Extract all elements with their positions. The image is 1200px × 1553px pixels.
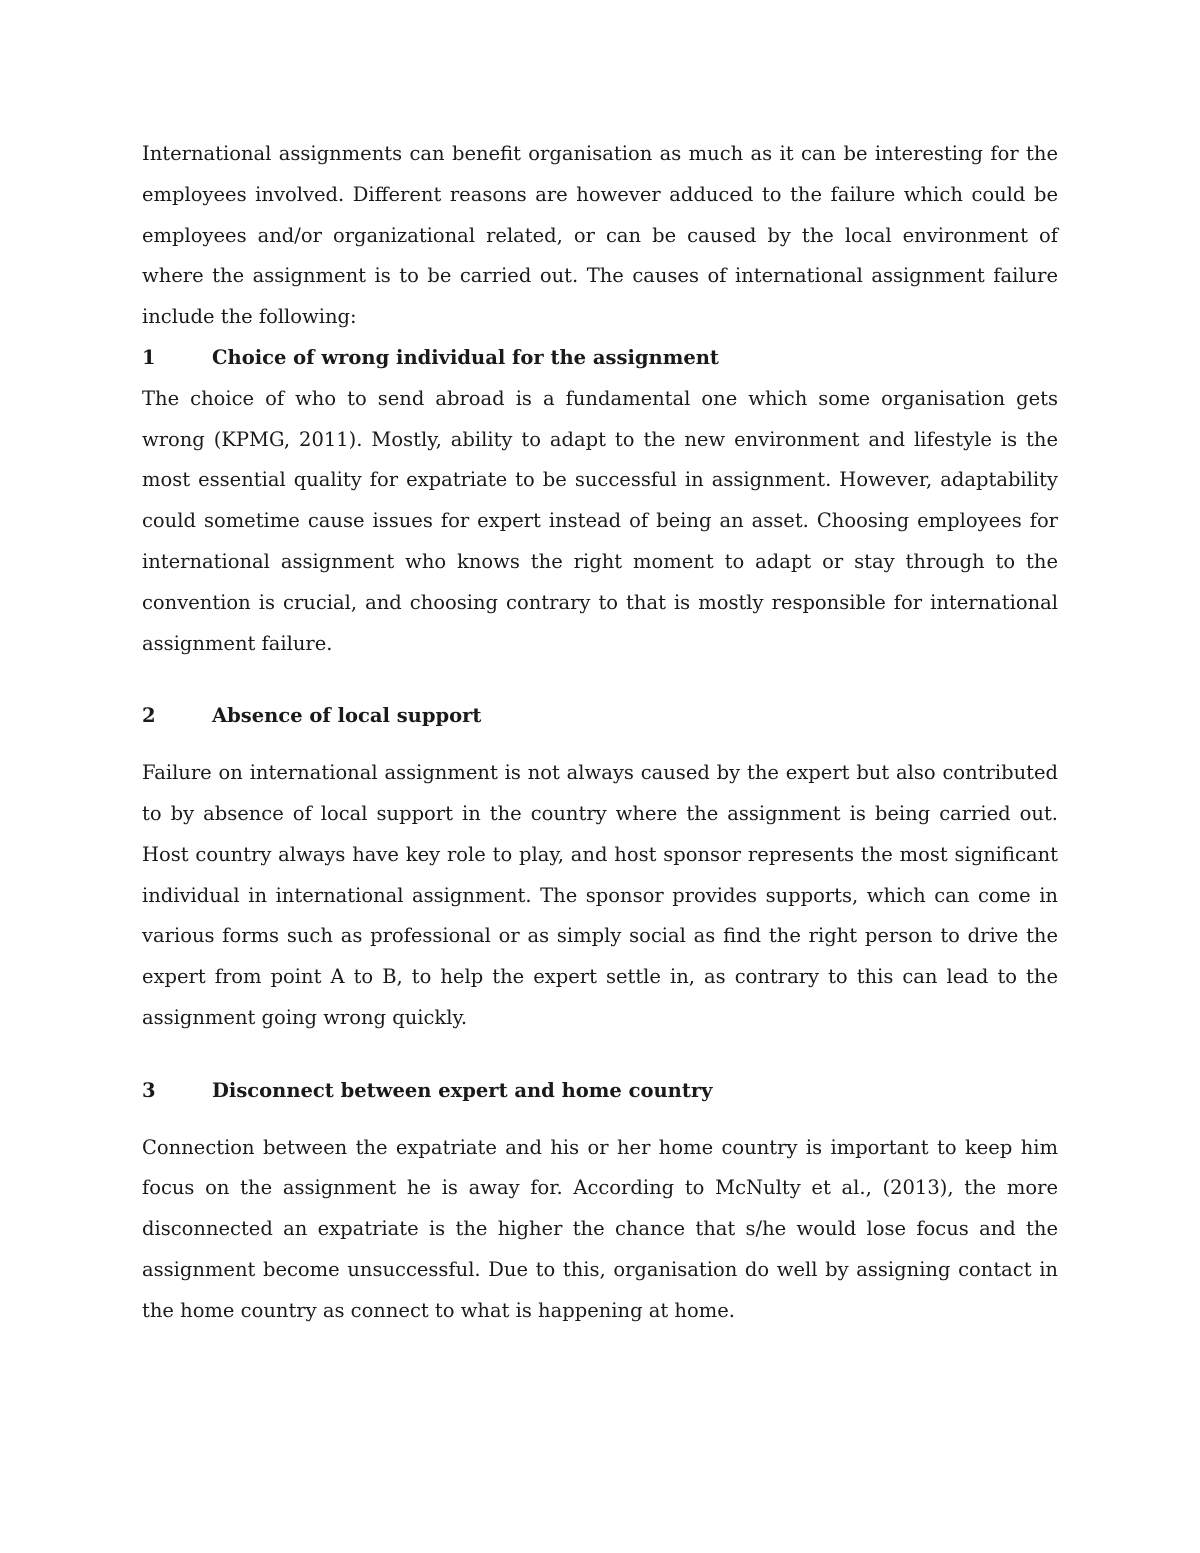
section-2-heading xyxy=(142,696,1058,737)
section-3-body: Connection between the expatriate and his or her home country is important to keep him focus on the assignment he is away for. According to McNulty et al., (2013), the more disconnected an expatriate is the higher the chance that s/he would lose focus and the assignment become unsuccessful. Due to this, organisation do well by assigning contact in the home country as connect to what is happening at home. xyxy=(142,1135,1058,1322)
section-2-number: 2 xyxy=(142,704,156,728)
section-3-title: Disconnect between expert and home country xyxy=(212,1078,713,1102)
section-3-number: 3 xyxy=(142,1078,156,1102)
section-2-body: Failure on international assignment is not always caused by the expert but also contributed to by absence of local support in the country where the assignment is being carried out. Host country always have key role to play, and host sponsor represents the most significant individual in international assignment. The sponsor provides supports, which can come in various forms such as professional or as simply social as find the right person to drive the expert from point A to B, to help the expert settle in, as contrary to this can lead to the assignment going wrong quickly. xyxy=(142,761,1058,1029)
section-1-body: The choice of who to send abroad is a fundamental one which some organisation gets wrong (KPMG, 2011). Mostly, ability to adapt to the new environment and lifestyle is the most essential quality for expatriate to be successful in assignment. However, adaptability could sometime cause issues for expert instead of being an asset. Choosing employees for international assignment who knows the right moment to adapt or stay through to the convention is crucial, and choosing contrary to that is mostly responsible for international assignment failure. xyxy=(142,386,1058,655)
section-1-title: Choice of wrong individual for the assignment xyxy=(212,345,719,369)
section-1-number: 1 xyxy=(142,345,156,369)
intro-paragraph: International assignments can benefit organisation as much as it can be interesting for the employees involved. Different reasons are however adduced to the failure which could be employees and/or organizational related, or can be caused by the local environment of where the assignment is to be carried out. The causes of international assignment failure include the following: xyxy=(142,142,1058,329)
document-body xyxy=(142,134,1058,1332)
section-1-heading xyxy=(142,338,1058,379)
section-3-heading xyxy=(142,1071,1058,1112)
section-2-title: Absence of local support xyxy=(212,704,482,728)
